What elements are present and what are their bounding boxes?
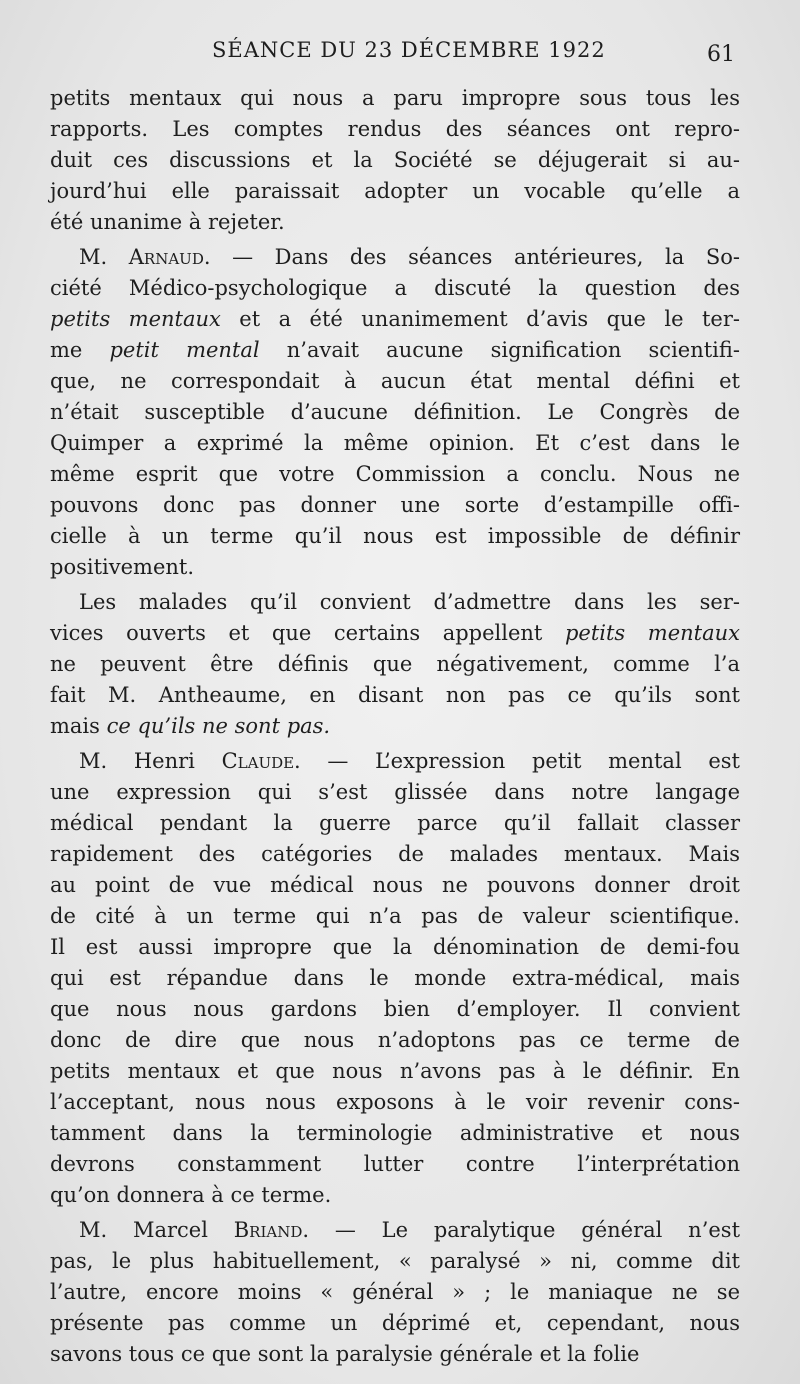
text-line (50, 1180, 740, 1211)
page-number: 61 (707, 42, 735, 67)
text-line (50, 366, 740, 397)
line-text: pas, le plus habituellement, « paralysé » ni, comme dit (50, 1249, 740, 1273)
text-line (50, 1277, 740, 1308)
line-text: et a été unanimement d’avis que le ter- (220, 307, 740, 331)
line-text: M. Marcel (79, 1218, 234, 1242)
line-text: une expression qui s’est glissée dans notre langage (50, 780, 740, 804)
line-text: Les malades qu’il convient d’admettre dans les ser- (79, 590, 740, 614)
line-text: que, ne correspondait à aucun état mental défini et (50, 369, 740, 393)
line-text: même esprit que votre Commission a conclu. Nous ne (50, 462, 740, 486)
text-line (50, 1339, 740, 1370)
paragraph (50, 746, 740, 1211)
text-line (50, 397, 740, 428)
line-text: médical pendant la guerre parce qu’il fallait classer (50, 811, 740, 835)
text-line (50, 901, 740, 932)
line-text: ne peuvent être définis que négativement, comme l’a (50, 652, 740, 676)
text-line (50, 304, 740, 335)
line-text: rapports. Les comptes rendus des séances ont repro- (50, 117, 740, 141)
text-line (50, 1246, 740, 1277)
text-line (50, 1308, 740, 1339)
text-line (50, 1056, 740, 1087)
italic-term: petit mental (109, 338, 260, 362)
line-text: rapidement des catégories de malades mentaux. Mais (50, 842, 740, 866)
line-text: pouvons donc pas donner une sorte d’estampille offi- (50, 493, 740, 517)
text-line (50, 963, 740, 994)
text-line (50, 176, 740, 207)
line-text: de cité à un terme qui n’a pas de valeur scientifique. (50, 904, 740, 928)
line-text: devrons constamment lutter contre l’interprétation (50, 1152, 740, 1176)
line-text: donc de dire que nous n’adoptons pas ce terme de (50, 1028, 740, 1052)
text-line (50, 242, 740, 273)
speaker-name: Arnaud. (128, 245, 211, 269)
paragraph (50, 587, 740, 742)
paragraph (50, 242, 740, 583)
text-line (50, 1149, 740, 1180)
text-line (50, 207, 740, 238)
text-line (50, 145, 740, 176)
line-text: cielle à un terme qu’il nous est impossible de définir (50, 524, 740, 548)
line-text: présente pas comme un déprimé et, cependant, nous (50, 1311, 740, 1335)
text-line (50, 994, 740, 1025)
line-text: Il est aussi impropre que la dénomination de demi-fou (50, 935, 740, 959)
text-line (50, 777, 740, 808)
line-text: me (50, 338, 110, 362)
line-text: petits mentaux qui nous a paru impropre sous tous les (50, 86, 740, 110)
line-text: — Le paralytique général n’est (309, 1218, 741, 1242)
text-line (50, 459, 740, 490)
text-line (50, 932, 740, 963)
text-line (50, 114, 740, 145)
text-line (50, 1087, 740, 1118)
body-text (50, 83, 740, 1370)
line-text: qu’on donnera à ce terme. (50, 1183, 332, 1207)
text-line (50, 587, 740, 618)
text-line (50, 335, 740, 366)
italic-term: petits mentaux (50, 307, 221, 331)
text-line (50, 273, 740, 304)
paragraph (50, 83, 740, 238)
line-text: M. Henri (79, 749, 222, 773)
text-line (50, 870, 740, 901)
line-text: fait M. Antheaume, en disant non pas ce qu’ils sont (50, 683, 740, 707)
text-line (50, 83, 740, 114)
line-text: — Dans des séances antérieures, la So- (210, 245, 740, 269)
text-line (50, 680, 740, 711)
text-line (50, 649, 740, 680)
text-line (50, 711, 740, 742)
line-text: qui est répandue dans le monde extra-médical, mais (50, 966, 740, 990)
text-line (50, 428, 740, 459)
line-text: jourd’hui elle paraissait adopter un vocable qu’elle a (50, 179, 740, 203)
text-line (50, 839, 740, 870)
speaker-name: Briand. (233, 1218, 310, 1242)
text-line (50, 746, 740, 777)
running-head: SÉANCE DU 23 DÉCEMBRE 1922 (212, 38, 606, 62)
text-line (50, 552, 740, 583)
text-line (50, 618, 740, 649)
line-text: — L’expression petit mental est (300, 749, 740, 773)
line-text: ciété Médico-psychologique a discuté la question des (50, 276, 740, 300)
line-text: Quimper a exprimé la même opinion. Et c’est dans le (50, 431, 740, 455)
text-line (50, 808, 740, 839)
line-text: duit ces discussions et la Société se déjugerait si au- (50, 148, 740, 172)
line-text: M. (79, 245, 129, 269)
text-line (50, 1215, 740, 1246)
page-header (0, 38, 800, 78)
text-line (50, 521, 740, 552)
line-text: tamment dans la terminologie administrative et nous (50, 1121, 740, 1145)
italic-term: ce qu’ils ne sont pas. (106, 714, 331, 738)
speaker-name: Claude. (221, 749, 301, 773)
italic-term: petits mentaux (564, 621, 740, 645)
line-text: que nous nous gardons bien d’employer. Il convient (50, 997, 740, 1021)
text-line (50, 490, 740, 521)
line-text: n’était susceptible d’aucune définition. Le Congrès de (50, 400, 740, 424)
line-text: été unanime à rejeter. (50, 210, 285, 234)
line-text: positivement. (50, 555, 195, 579)
line-text: l’autre, encore moins « général » ; le maniaque ne se (50, 1280, 740, 1304)
paragraph (50, 1215, 740, 1370)
text-line (50, 1118, 740, 1149)
line-text: savons tous ce que sont la paralysie générale et la folie (50, 1342, 640, 1366)
line-text: l’acceptant, nous nous exposons à le voir revenir cons- (50, 1090, 740, 1114)
text-line (50, 1025, 740, 1056)
line-text: vices ouverts et que certains appellent (50, 621, 565, 645)
line-text: mais (50, 714, 107, 738)
line-text: n’avait aucune signification scientifi- (259, 338, 740, 362)
line-text: au point de vue médical nous ne pouvons donner droit (50, 873, 740, 897)
line-text: petits mentaux et que nous n’avons pas à le définir. En (50, 1059, 740, 1083)
